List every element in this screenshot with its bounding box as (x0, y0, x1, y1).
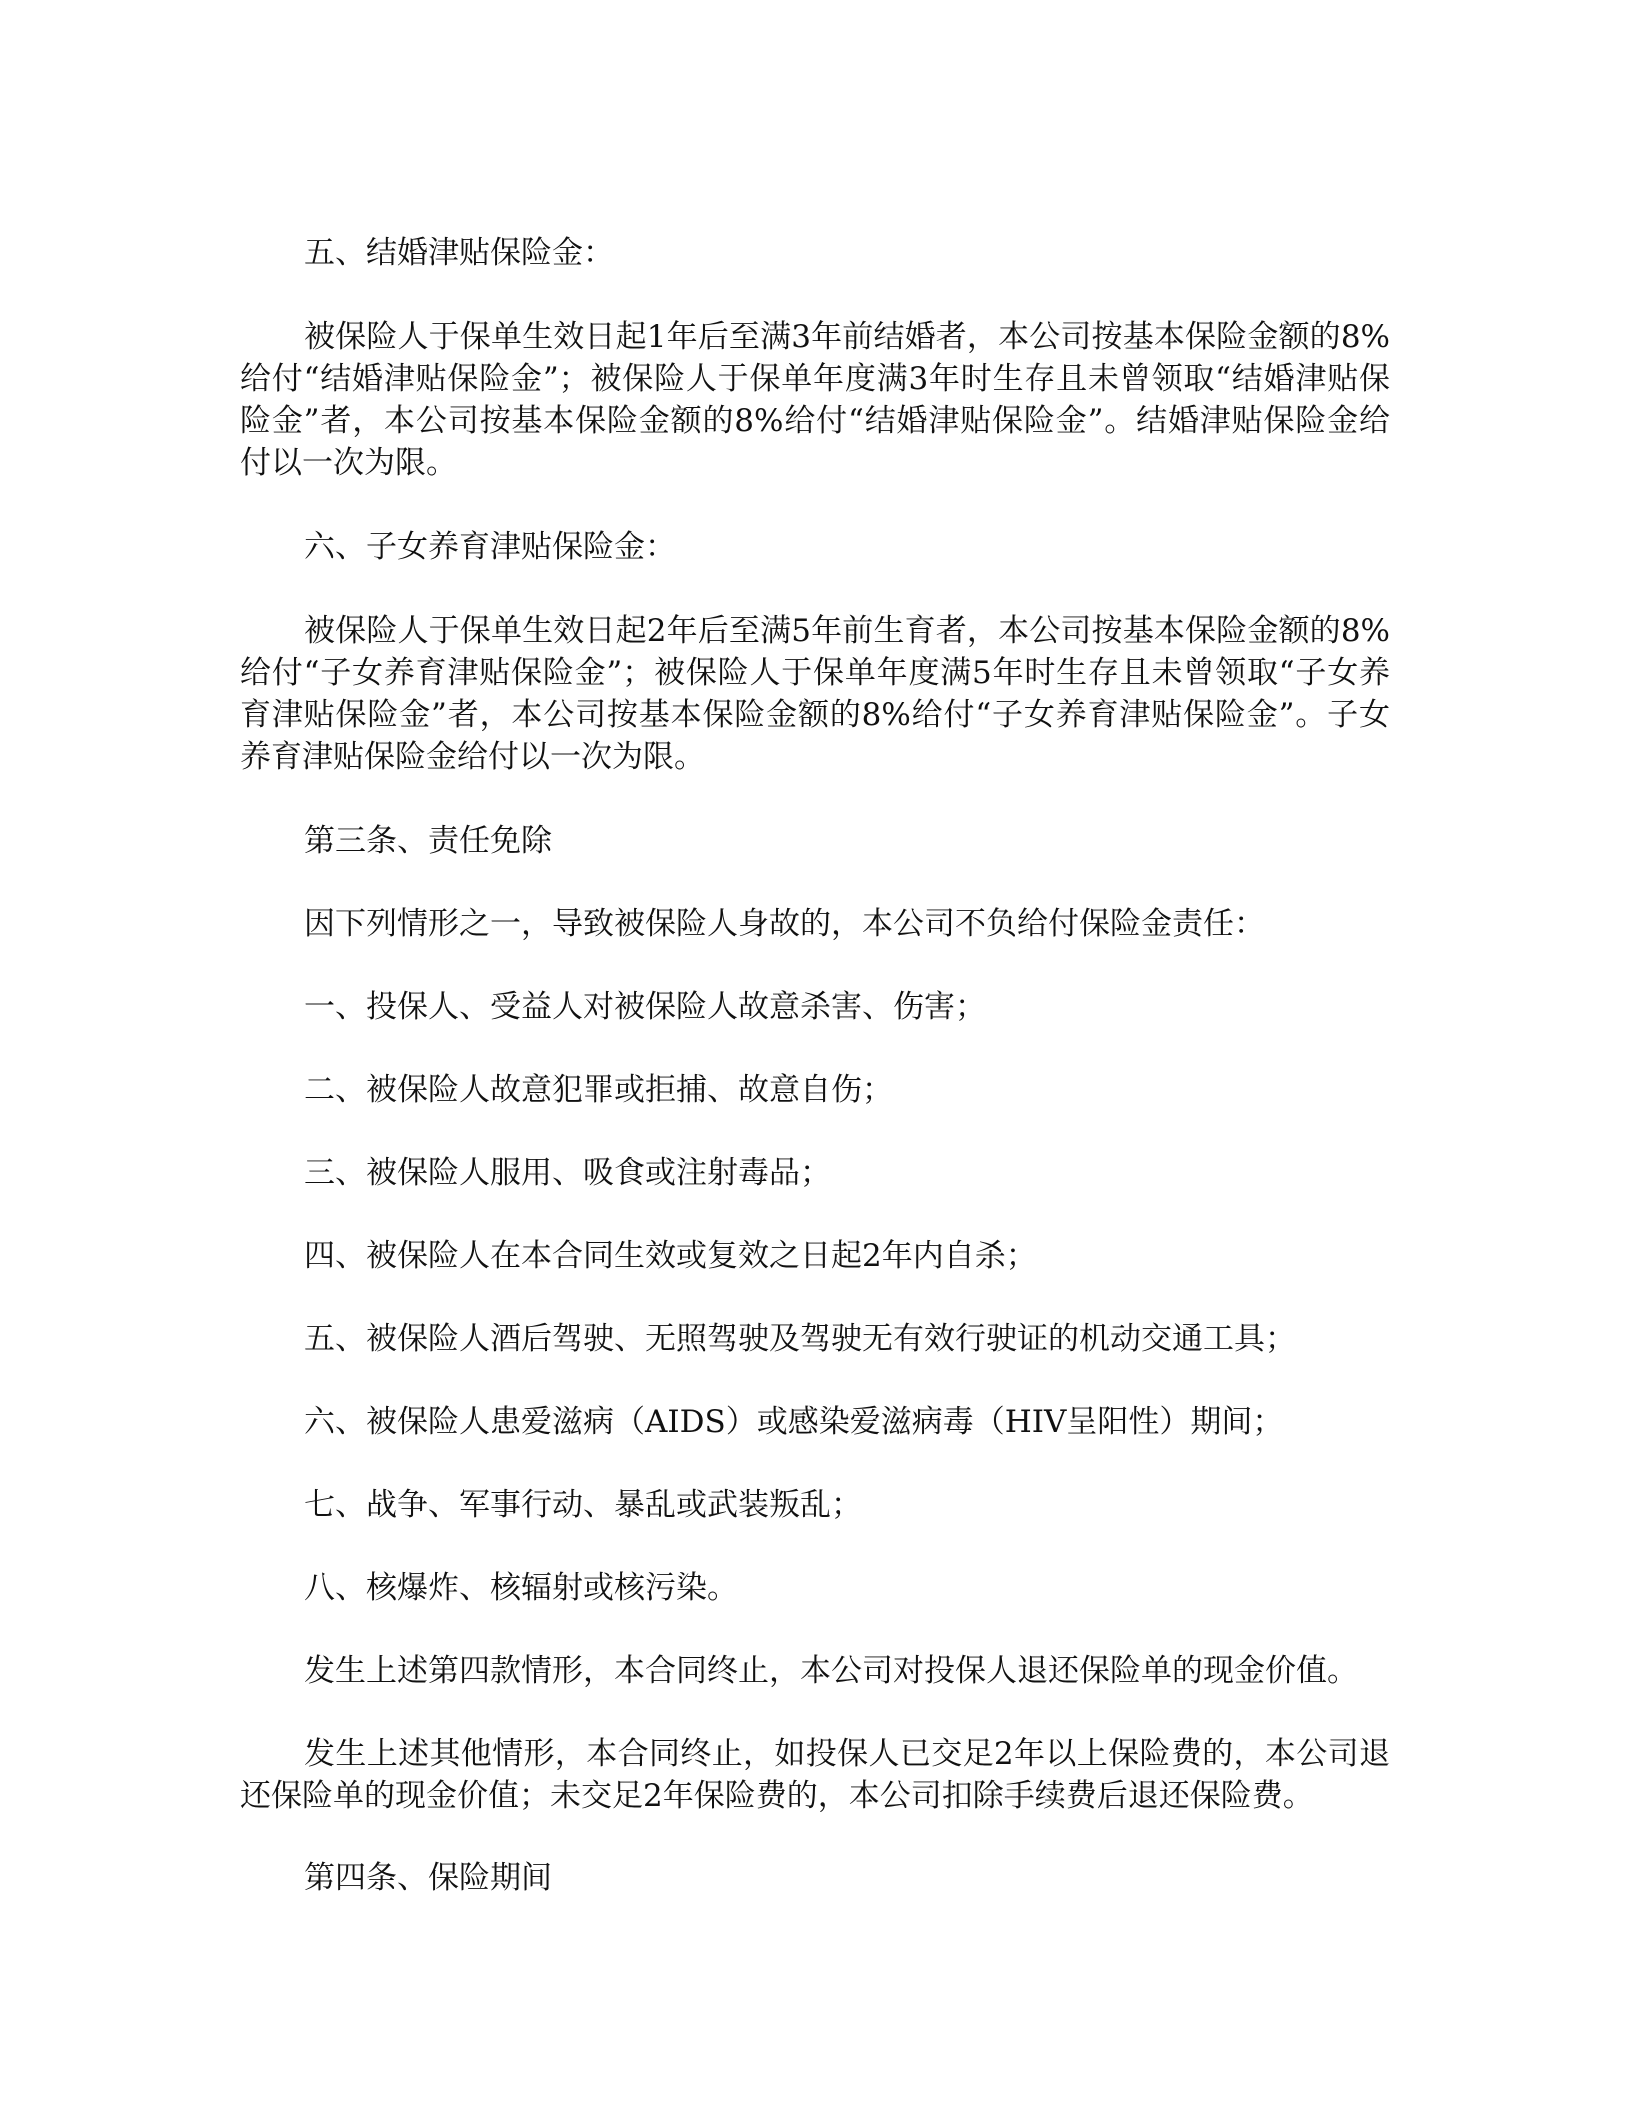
paragraph-child-allowance: 被保险人于保单生效日起2年后至满5年前生育者，本公司按基本保险金额的8%给付“子女养育津贴保险金”；被保险人于保单年度满5年时生存且未曾领取“子女养育津贴保险金”者，本公司按基本保险金额的8%给付“子女养育津贴保险金”。子女养育津贴保险金给付以一次为限。 (240, 613, 1390, 775)
article-heading-insurance-period: 第四条、保险期间 (304, 1860, 552, 1896)
document-page (240, 232, 1390, 1899)
paragraph-exclusions-intro: 因下列情形之一，导致被保险人身故的，本公司不负给付保险金责任： (304, 906, 1265, 942)
section-heading-child-allowance: 六、子女养育津贴保险金： (304, 529, 676, 565)
paragraph-termination-other-cases: 发生上述其他情形，本合同终止，如投保人已交足2年以上保险费的，本公司退还保险单的现金价值；未交足2年保险费的，本公司扣除手续费后退还保险费。 (240, 1736, 1390, 1814)
exclusion-item-3: 三、被保险人服用、吸食或注射毒品； (304, 1155, 831, 1191)
article-heading-exclusions: 第三条、责任免除 (304, 823, 552, 859)
exclusion-item-6: 六、被保险人患爱滋病（AIDS）或感染爱滋病毒（HIV呈阳性）期间； (304, 1404, 1284, 1440)
exclusion-item-4: 四、被保险人在本合同生效或复效之日起2年内自杀； (304, 1238, 1037, 1274)
section-heading-marriage-allowance: 五、结婚津贴保险金： (304, 235, 614, 271)
exclusion-item-7: 七、战争、军事行动、暴乱或武装叛乱； (304, 1487, 862, 1523)
exclusion-item-2: 二、被保险人故意犯罪或拒捕、故意自伤； (304, 1072, 893, 1108)
paragraph-termination-case-four: 发生上述第四款情形，本合同终止，本公司对投保人退还保险单的现金价值。 (304, 1653, 1358, 1689)
exclusion-item-8: 八、核爆炸、核辐射或核污染。 (304, 1570, 738, 1606)
paragraph-marriage-allowance: 被保险人于保单生效日起1年后至满3年前结婚者，本公司按基本保险金额的8%给付“结婚津贴保险金”；被保险人于保单年度满3年时生存且未曾领取“结婚津贴保险金”者，本公司按基本保险金额的8%给付“结婚津贴保险金”。结婚津贴保险金给付以一次为限。 (240, 319, 1390, 481)
exclusion-item-5: 五、被保险人酒后驾驶、无照驾驶及驾驶无有效行驶证的机动交通工具； (304, 1321, 1296, 1357)
exclusion-item-1: 一、投保人、受益人对被保险人故意杀害、伤害； (304, 989, 986, 1025)
